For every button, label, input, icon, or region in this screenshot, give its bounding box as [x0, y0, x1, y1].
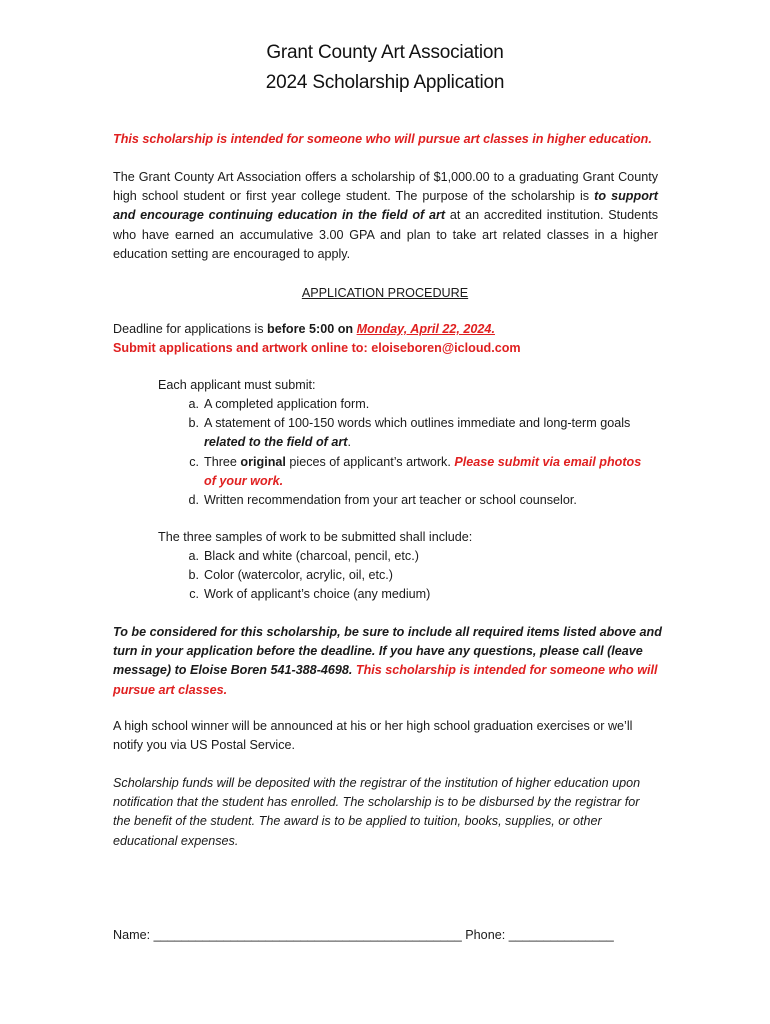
list-item-letter: a. [188, 549, 199, 563]
consideration-red-text: This scholarship is intended for someone who will pursue art classes. [113, 663, 658, 697]
intro-statement: This scholarship is intended for someone who will pursue art classes in higher education. [113, 132, 652, 146]
signature-line [113, 926, 673, 945]
deadline-block [113, 320, 658, 358]
list-item-red-note: Please submit via email photos of your work. [204, 454, 642, 488]
list-item-emphasis: related to the field of art [204, 435, 348, 450]
list-item-tail: . [347, 435, 351, 450]
deadline-time: before 5:00 on [267, 322, 357, 336]
page-subtitle: 2024 Scholarship Application [265, 72, 505, 93]
list-item-letter: d. [188, 493, 199, 508]
name-blank: ____________________________________________ [153, 928, 462, 942]
purpose-paragraph [113, 168, 658, 264]
winner-notice: A high school winner will be announced at his or her high school graduation exercises or we’ll notify you via US Postal Service. [113, 719, 633, 753]
deadline-line [113, 320, 658, 339]
purpose-text-b: at an accredited institution. Students who have earned an accumulative 3.00 GPA and plan to take art related classes in a higher education setting are encouraged to apply. [113, 208, 658, 261]
list-item [183, 453, 653, 491]
phone-label: Phone: [465, 928, 506, 942]
list-item [183, 585, 653, 604]
procedure-heading: APPLICATION PROCEDURE [301, 286, 469, 300]
list-item-bold: original [240, 454, 286, 469]
list-item [183, 547, 653, 566]
samples-list [183, 547, 653, 605]
page-title: Grant County Art Association [266, 42, 504, 63]
deadline-label: Deadline for applications is [113, 322, 268, 336]
list-item-letter: c. [189, 454, 199, 469]
requirements-label: Each applicant must submit: [158, 378, 316, 392]
list-item [183, 414, 653, 452]
list-item-text: Color (watercolor, acrylic, oil, etc.) [204, 568, 393, 583]
list-item-letter: b. [188, 416, 199, 431]
purpose-text-a: The Grant County Art Association offers a scholarship of $1,000.00 to a graduating Grant County high school student or first year college student. The purpose of the scholarship is [113, 170, 658, 204]
list-item [183, 491, 653, 510]
consideration-paragraph [113, 623, 665, 700]
list-item-letter: c. [189, 587, 199, 602]
phone-blank: _______________ [508, 928, 614, 942]
deadline-date: Monday, April 22, 2024. [356, 322, 495, 336]
purpose-emphasis: to support and encourage continuing education in the field of art [113, 189, 658, 223]
requirements-list [183, 395, 653, 510]
consideration-text: To be considered for this scholarship, be sure to include all required items listed above and turn in your application before the deadline. If you have any questions, please call (leave message) to Eloise Boren 541-388-4698. [113, 625, 662, 678]
list-item-text: Black and white (charcoal, pencil, etc.) [204, 549, 419, 563]
list-item-text: A completed application form. [204, 397, 370, 411]
list-item [183, 566, 653, 585]
list-item-letter: b. [188, 568, 199, 583]
list-item-letter: a. [188, 397, 199, 411]
samples-label: The three samples of work to be submitted shall include: [158, 530, 473, 544]
list-item-text: Written recommendation from your art teacher or school counselor. [204, 493, 577, 508]
name-label: Name: [113, 928, 151, 942]
funds-notice: Scholarship funds will be deposited with the registrar of the institution of higher education upon notification that the student has enrolled. The scholarship is to be disbursed by the registrar for the benefit of the student. The award is to be applied to tuition, books, supplies, or other educational expenses. [113, 776, 641, 848]
submit-online-line: Submit applications and artwork online to: eloiseboren@icloud.com [113, 341, 521, 356]
list-item-post: pieces of applicant’s artwork. [285, 454, 455, 469]
list-item-pre: Three [204, 454, 241, 469]
list-item-text: Work of applicant’s choice (any medium) [204, 587, 431, 602]
list-item [183, 395, 653, 414]
list-item-text: A statement of 100-150 words which outlines immediate and long-term goals [204, 416, 631, 431]
